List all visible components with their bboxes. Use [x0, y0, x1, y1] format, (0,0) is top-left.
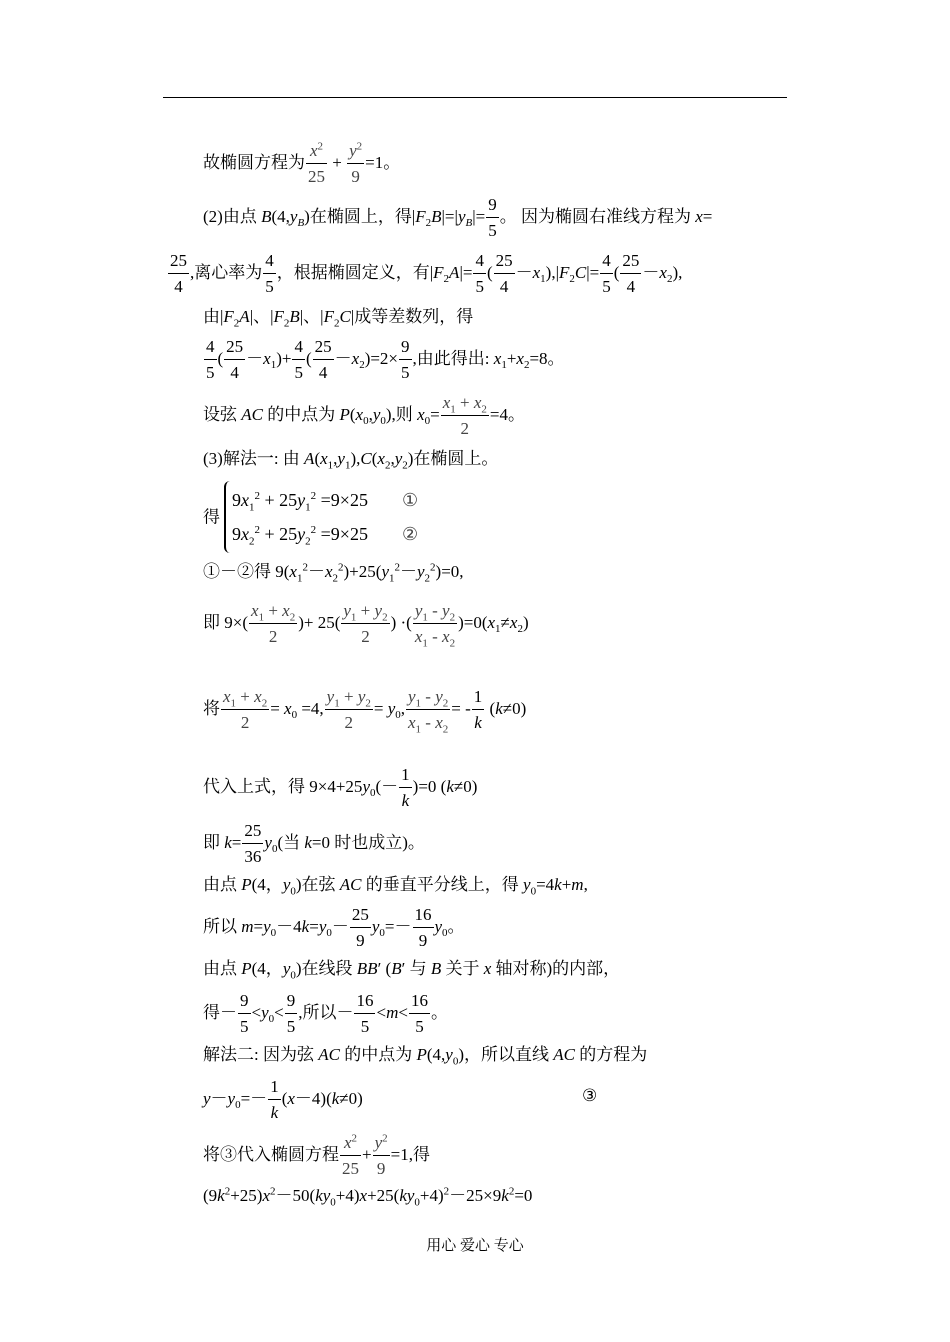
fraction: $\frac{25}{4}$: [170, 251, 187, 296]
fraction: $\frac{25}{4}$: [495, 251, 513, 296]
fraction: $\frac{x^2}{25}$: [308, 140, 325, 186]
fraction: $\frac{x_1 + x_2}{2}$: [223, 687, 268, 732]
fraction: $\frac{16}{9}$: [414, 905, 432, 950]
fraction: $\frac{y^2}{9}$: [374, 1132, 388, 1178]
line-k-value: 即 k= $\frac{25}{36}$ $y_0$(当 k=0 时也成立)。: [203, 821, 425, 866]
fraction: $\frac{25}{4}$: [314, 337, 332, 382]
equation-number-3: ③: [582, 1086, 598, 1105]
fraction: $\frac{x^2}{25}$: [342, 1132, 359, 1178]
fraction: $\frac{25}{4}$: [226, 337, 244, 382]
fraction: $\frac{y_1 - y_2}{x_1 - x_2}$: [408, 687, 449, 736]
page-footer: 用心 爱心 专心: [426, 1238, 524, 1254]
fraction: $\frac{9}{5}$: [286, 991, 296, 1036]
fraction: $\frac{25}{9}$: [351, 905, 369, 950]
fraction: $\frac{y_1 - y_2}{x_1 - x_2}$: [414, 601, 456, 650]
line-arithmetic-sequence: 由$|F_2A|$、$|F_2B|$、$|F_2C|$成等差数列，得: [203, 307, 474, 330]
line-eccentricity: $\frac{25}{4}$ ,离心率为 $\frac{4}{5}$ ，根据椭圆定义，有$|F_2A|=$ $\frac{4}{5}$ ( $\frac{25}{4}$ $-x_1),|F_2C|=$ $\frac{4}{5}$ ( $\frac{25}{4}$ $-x_2$),: [170, 251, 683, 296]
line-subtract: ①－②得 $9(x_1^2-x_2^2)+25(y_1^2-y_2^2)=0$,: [203, 561, 464, 585]
fraction: $\frac{y_1 + y_2}{2}$: [326, 687, 371, 732]
fraction: $\frac{4}{5}$: [206, 337, 215, 382]
fraction: $\frac{9}{5}$: [488, 195, 497, 240]
fraction: $\frac{x_1 + x_2}{2}$: [251, 601, 296, 646]
line-ellipse-equation: 故椭圆方程为 $\frac{x^2}{25}$ + $\frac{y^2}{9}$ =1。: [203, 140, 401, 186]
equation-row-1: $9x_1^2 + 25y_1^2 =9\times 25$ ①: [232, 490, 419, 514]
fraction: $\frac{9}{5}$: [401, 337, 410, 382]
line-method-one: (3)解法一: 由 $A(x_1,y_1),C(x_2,y_2)$在椭圆上。: [203, 449, 499, 472]
brace-cases: [224, 481, 418, 553]
line-substitute-ellipse: 将③代入椭圆方程 $\frac{x^2}{25}$ + $\frac{y^2}{9}$ =1,得: [203, 1132, 430, 1178]
equation-system: 得 $9x_1^2 + 25y_1^2 =9\times 25$ ① $9x_2^2 + 25y_2^2 =9\times 25$ ②: [203, 481, 418, 553]
line-method-two: 解法二: 因为弦 AC 的中点为 $P(4,y_0)$，所以直线 AC 的方程为: [203, 1045, 648, 1068]
equation-row-2: $9x_2^2 + 25y_2^2 =9\times 25$ ②: [232, 524, 419, 548]
line-midpoint: 设弦 AC 的中点为 $P(x_0,y_0)$,则 $x_0=$ $\frac{x_1 + x_2}{2}$ =4。: [203, 393, 525, 438]
fraction: $\frac{16}{5}$: [356, 991, 374, 1036]
line-factored: 即 9×( $\frac{x_1 + x_2}{2}$ )+ 25( $\frac{y_1 + y_2}{2}$ ) ·( $\frac{y_1 - y_2}{x_1 - x_2}$ )$=0(x_1\ne x_2)$: [203, 601, 529, 650]
line-perpendicular-bisector: 由点 P(4，$y_0$)在弦 AC 的垂直平分线上，得 $y_0=4k+m$,: [203, 875, 588, 898]
fraction: $\frac{4}{5}$: [602, 251, 611, 296]
fraction: $\frac{y_1 + y_2}{2}$: [343, 601, 388, 646]
fraction: $\frac{y^2}{9}$: [349, 140, 363, 186]
fraction: $\frac{25}{36}$: [244, 821, 262, 866]
fraction: $\frac{9}{5}$: [240, 991, 249, 1036]
fraction: $\frac{25}{4}$: [622, 251, 640, 296]
fraction: $\frac{16}{5}$: [410, 991, 428, 1036]
line-ac-equation: $y-y_0=-$ $\frac{1}{k}$ (x－4)(k≠0): [203, 1077, 363, 1122]
line-m-range: 得－ $\frac{9}{5}$ $<y_0<$ $\frac{9}{5}$ ,所以－ $\frac{16}{5}$ <m< $\frac{16}{5}$ 。: [203, 991, 448, 1036]
text: 故椭圆方程为: [203, 152, 305, 172]
line-part2-intro: (2)由点 $B(4,y_B)$在椭圆上，得$|F_2B|=|y_B|=$ $\frac{9}{5}$ 。 因为椭圆右准线方程为 x=: [203, 195, 713, 240]
line-m-value: 所以 $m=y_0-4k=y_0-$ $\frac{25}{9}$ $y_0=-$ $\frac{16}{9}$ $y_0$。: [203, 905, 465, 950]
line-substitute: 将 $\frac{x_1 + x_2}{2}$ = $x_0 =4$, $\frac{y_1 + y_2}{2}$ = $y_0$, $\frac{y_1 - y_2}{x_1 - x_2}$ = - $\frac{1}{k}$ (k≠0): [203, 687, 527, 736]
fraction: $\frac{x_1 + x_2}{2}$: [442, 393, 487, 438]
header-rule: [163, 97, 787, 98]
line-sum-equation: $\frac{4}{5}$ ( $\frac{25}{4}$ $-x_1)+$ $\frac{4}{5}$ ( $\frac{25}{4}$ $-x_2)=2\times$ $\frac{9}{5}$ ,由此得出: $x_1+x_2=8$。: [206, 337, 565, 382]
fraction: $\frac{4}{5}$: [265, 251, 274, 296]
fraction: $\frac{4}{5}$: [475, 251, 484, 296]
line-plug-in: 代入上式，得 $9\times 4+25y_0(-$ $\frac{1}{k}$ )=0 (k≠0): [203, 765, 478, 810]
fraction: $\frac{1}{k}$: [401, 765, 410, 810]
fraction: $\frac{4}{5}$: [294, 337, 303, 382]
line-segment-interior: 由点 P(4，$y_0$)在线段 BB′ (B′ 与 B 关于 x 轴对称)的内部，: [203, 959, 621, 982]
line-quadratic: $(9k^2+25)x^2-50(ky_0+4)x+25(ky_0+4)^2-25\times 9k^2=0$: [203, 1185, 533, 1209]
fraction: $\frac{1}{k}$: [473, 687, 483, 732]
fraction: $\frac{1}{k}$: [270, 1077, 279, 1122]
